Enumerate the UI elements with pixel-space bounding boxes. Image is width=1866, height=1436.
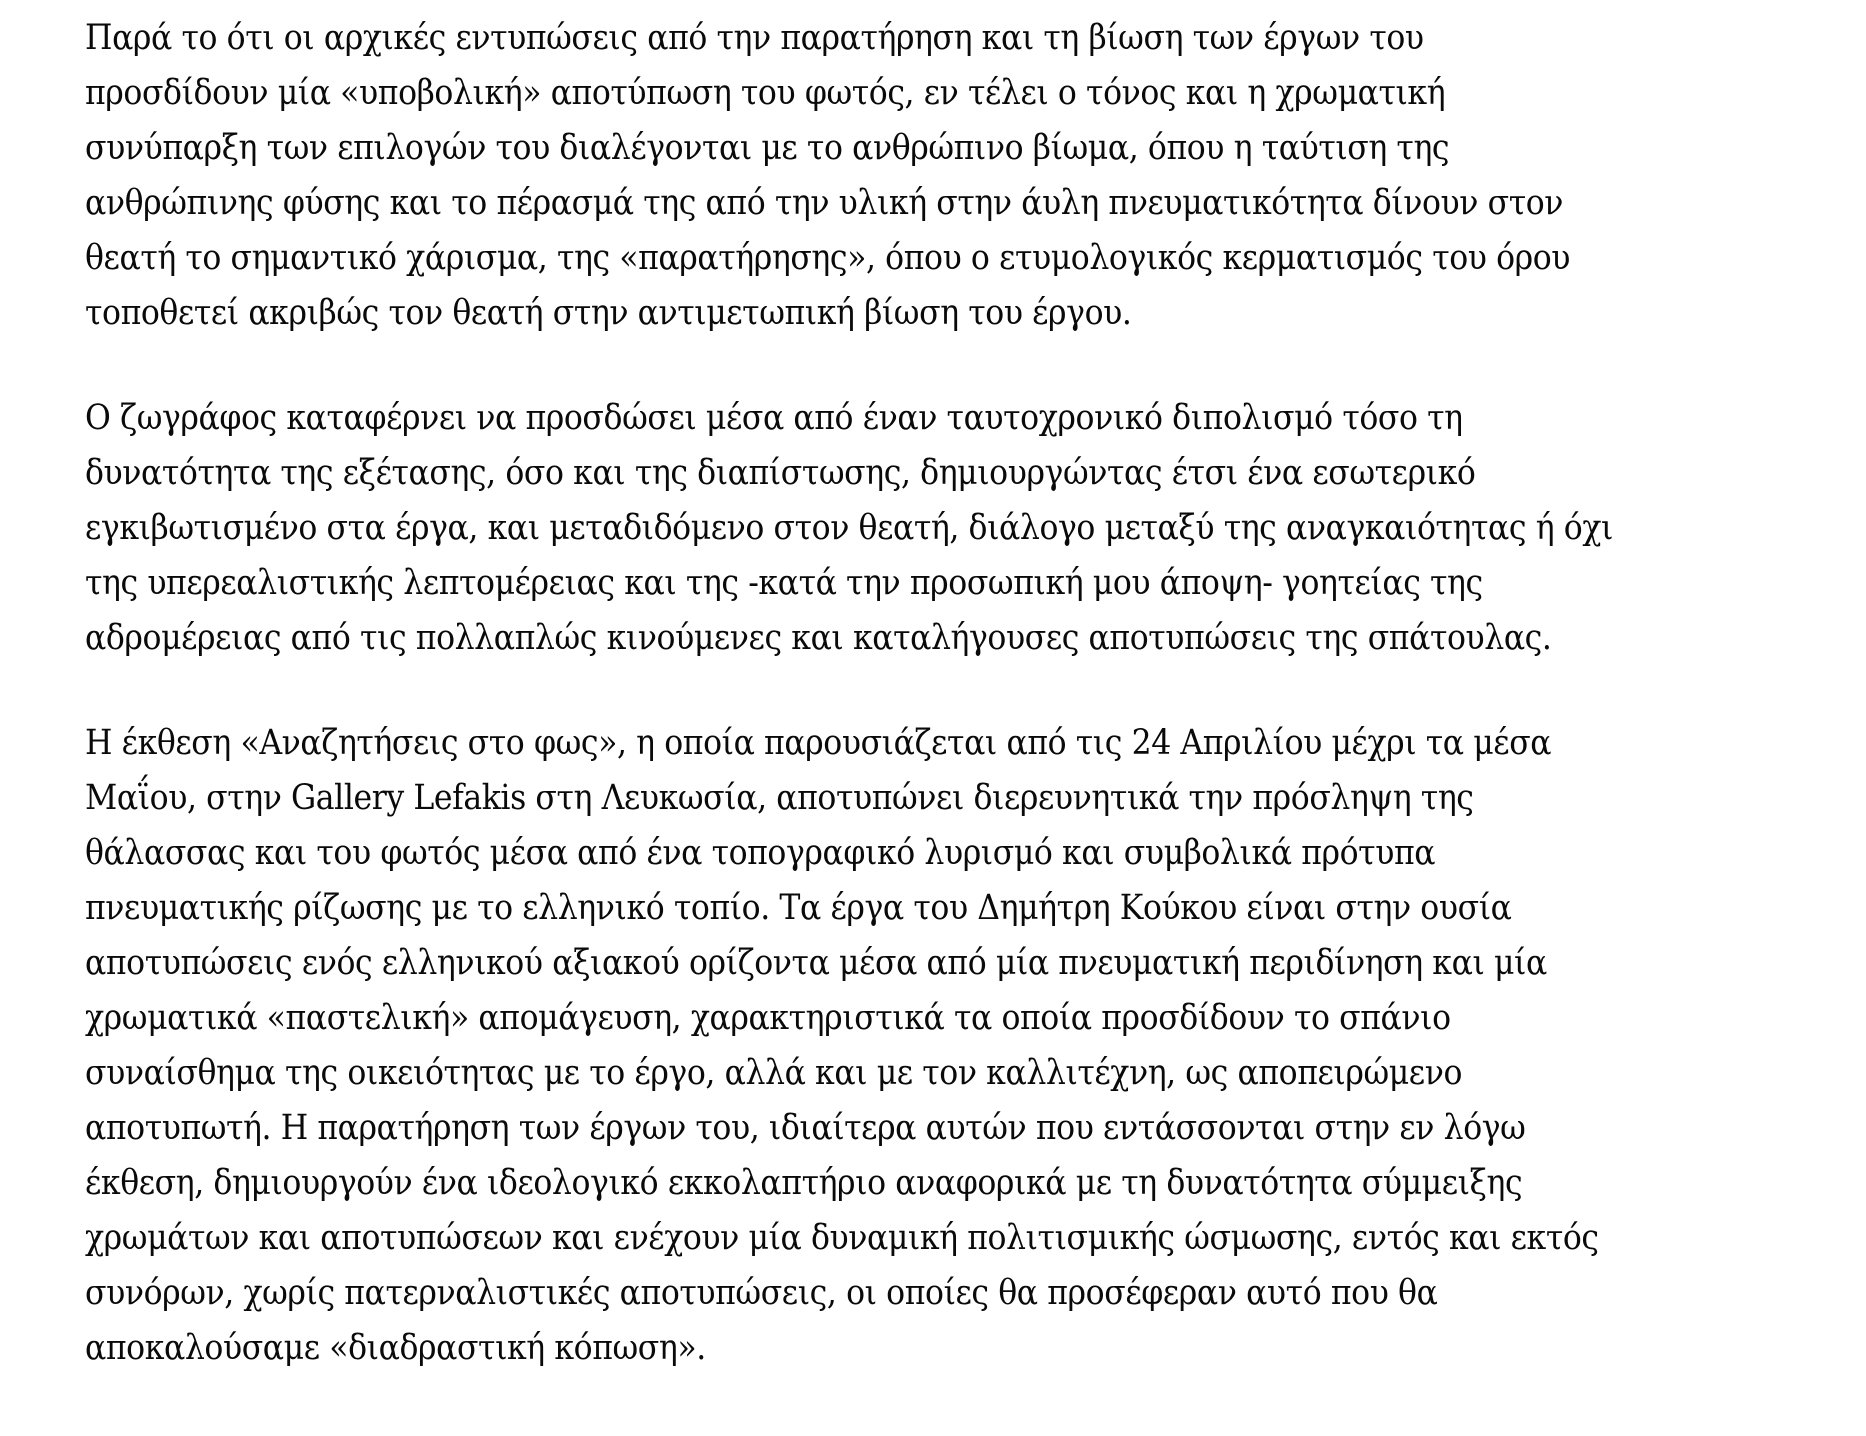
text-line: Παρά το ότι οι αρχικές εντυπώσεις από την παρατήρηση και τη βίωση των έργων του (85, 18, 1424, 58)
text-line: θεατή το σημαντικό χάρισμα, της «παρατήρησης», όπου ο ετυμολογικός κερματισμός του όρου (85, 238, 1571, 278)
text-line: τοποθετεί ακριβώς τον θεατή στην αντιμετωπική βίωση του έργου. (85, 293, 1132, 333)
text-line: προσδίδουν μία «υποβολική» αποτύπωση του φωτός, εν τέλει ο τόνος και η χρωματική (85, 73, 1446, 113)
paragraph-2 (85, 391, 1826, 666)
paragraph-1 (85, 11, 1826, 341)
text-line: αδρομέρειας από τις πολλαπλώς κινούμενες και καταλήγουσες αποτυπώσεις της σπάτουλας. (85, 618, 1552, 658)
text-line: αποκαλούσαμε «διαδραστική κόπωση». (85, 1328, 706, 1368)
text-line: αποτυπώσεις ενός ελληνικού αξιακού ορίζοντα μέσα από μία πνευματική περιδίνηση και μία (85, 943, 1547, 983)
text-line: αποτυπωτή. Η παρατήρηση των έργων του, ιδιαίτερα αυτών που εντάσσονται στην εν λόγω (85, 1108, 1526, 1148)
text-line: δυνατότητα της εξέτασης, όσο και της διαπίστωσης, δημιουργώντας έτσι ένα εσωτερικό (85, 453, 1476, 493)
text-line: έκθεση, δημιουργούν ένα ιδεολογικό εκκολαπτήριο αναφορικά με τη δυνατότητα σύμμειξης (85, 1163, 1523, 1203)
text-line: της υπερεαλιστικής λεπτομέρειας και της -κατά την προσωπική μου άποψη- γοητείας της (85, 563, 1483, 603)
paragraph-3 (85, 716, 1826, 1376)
text-line: συναίσθημα της οικειότητας με το έργο, αλλά και με τον καλλιτέχνη, ως αποπειρώμενο (85, 1053, 1462, 1093)
text-line: συνόρων, χωρίς πατερναλιστικές αποτυπώσεις, οι οποίες θα προσέφεραν αυτό που θα (85, 1273, 1438, 1313)
text-line: χρωμάτων και αποτυπώσεων και ενέχουν μία δυναμική πολιτισμικής ώσμωσης, εντός και εκτός (85, 1218, 1599, 1258)
text-line: χρωματικά «παστελική» απομάγευση, χαρακτηριστικά τα οποία προσδίδουν το σπάνιο (85, 998, 1451, 1038)
text-line: Μαΐου, στην Gallery Lefakis στη Λευκωσία, αποτυπώνει διερευνητικά την πρόσληψη της (85, 778, 1474, 818)
text-line: εγκιβωτισμένο στα έργα, και μεταδιδόμενο στον θεατή, διάλογο μεταξύ της αναγκαιότητας ή όχι (85, 508, 1613, 548)
text-line: πνευματικής ρίζωσης με το ελληνικό τοπίο. Τα έργα του Δημήτρη Κούκου είναι στην ουσία (85, 888, 1512, 928)
text-line: Η έκθεση «Αναζητήσεις στο φως», η οποία παρουσιάζεται από τις 24 Απριλίου μέχρι τα μέσα (85, 723, 1552, 763)
text-line: Ο ζωγράφος καταφέρνει να προσδώσει μέσα από έναν ταυτοχρονικό διπολισμό τόσο τη (85, 398, 1463, 438)
text-line: συνύπαρξη των επιλογών του διαλέγονται με το ανθρώπινο βίωμα, όπου η ταύτιση της (85, 128, 1450, 168)
article-body (85, 11, 1826, 1376)
text-line: θάλασσας και του φωτός μέσα από ένα τοπογραφικό λυρισμό και συμβολικά πρότυπα (85, 833, 1436, 873)
text-line: ανθρώπινης φύσης και το πέρασμά της από την υλική στην άυλη πνευματικότητα δίνουν στον (85, 183, 1564, 223)
